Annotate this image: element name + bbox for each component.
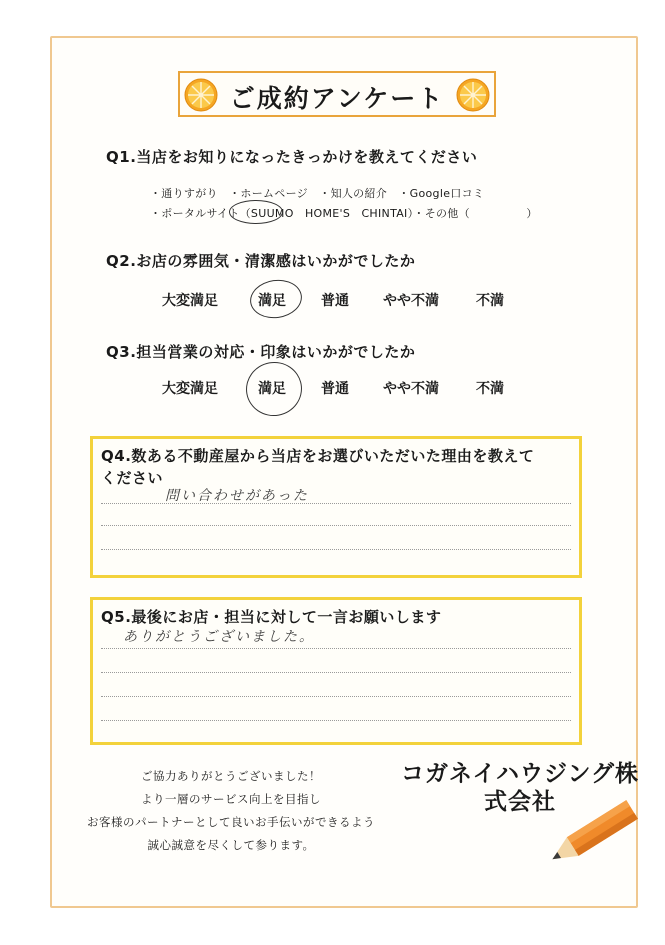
ruled-line bbox=[101, 648, 571, 649]
ruled-line bbox=[101, 696, 571, 697]
q5-question: Q5.最後にお店・担当に対して一言お願いします bbox=[101, 608, 442, 626]
q2-option-neutral: 普通 bbox=[321, 293, 349, 309]
thank-you-message bbox=[86, 765, 376, 857]
q5-answer-box bbox=[90, 597, 582, 745]
q4-answer-box bbox=[90, 436, 582, 578]
thanks-line: より一層のサービス向上を目指し bbox=[141, 792, 321, 806]
q2-option-very-satisfied: 大変満足 bbox=[162, 293, 218, 309]
q3-option-satisfied: 満足 bbox=[258, 381, 286, 397]
q2-option-somewhat-dissatisfied: やや不満 bbox=[383, 293, 439, 309]
ruled-line bbox=[101, 672, 571, 673]
thanks-line: お客様のパートナーとして良いお手伝いができるよう bbox=[87, 815, 375, 829]
q1-options-row2: ・ポータルサイト（SUUMO HOME'S CHINTAI）・その他（ ） bbox=[150, 207, 538, 220]
q3-option-neutral: 普通 bbox=[321, 381, 349, 397]
q4-question-line2: ください bbox=[101, 469, 164, 487]
company-name-line2: 式会社 bbox=[484, 789, 556, 815]
company-name-line1: コガネイハウジング株 bbox=[400, 761, 640, 787]
q1-question: Q1.当店をお知りになったきっかけを教えてください bbox=[106, 148, 478, 166]
orange-slice-icon bbox=[456, 78, 490, 112]
ruled-line bbox=[101, 525, 571, 526]
ruled-line bbox=[101, 720, 571, 721]
pencil-icon bbox=[540, 800, 650, 870]
thanks-line: ご協力ありがとうございました！ bbox=[141, 769, 321, 783]
ruled-line bbox=[101, 503, 571, 504]
thanks-line: 誠心誠意を尽くして参ります。 bbox=[147, 838, 315, 852]
q3-question: Q3.担当営業の対応・印象はいかがでしたか bbox=[106, 343, 416, 361]
q3-option-very-satisfied: 大変満足 bbox=[162, 381, 218, 397]
page-title: ご成約アンケート bbox=[229, 84, 445, 113]
q2-question: Q2.お店の雰囲気・清潔感はいかがでしたか bbox=[106, 252, 416, 270]
title-banner bbox=[178, 71, 496, 117]
q4-question-line1: Q4.数ある不動産屋から当店をお選びいただいた理由を教えて bbox=[101, 447, 535, 465]
q5-handwritten-answer: ありがとうございました。 bbox=[123, 629, 315, 645]
q3-option-somewhat-dissatisfied: やや不満 bbox=[383, 381, 439, 397]
ruled-line bbox=[101, 549, 571, 550]
q1-options-row1: ・通りすがり ・ホームページ ・知人の紹介 ・Google口コミ bbox=[150, 187, 485, 200]
q2-option-satisfied: 満足 bbox=[258, 293, 286, 309]
q4-handwritten-answer: 問い合わせがあった bbox=[165, 488, 309, 504]
q2-option-dissatisfied: 不満 bbox=[476, 293, 504, 309]
q3-option-dissatisfied: 不満 bbox=[476, 381, 504, 397]
